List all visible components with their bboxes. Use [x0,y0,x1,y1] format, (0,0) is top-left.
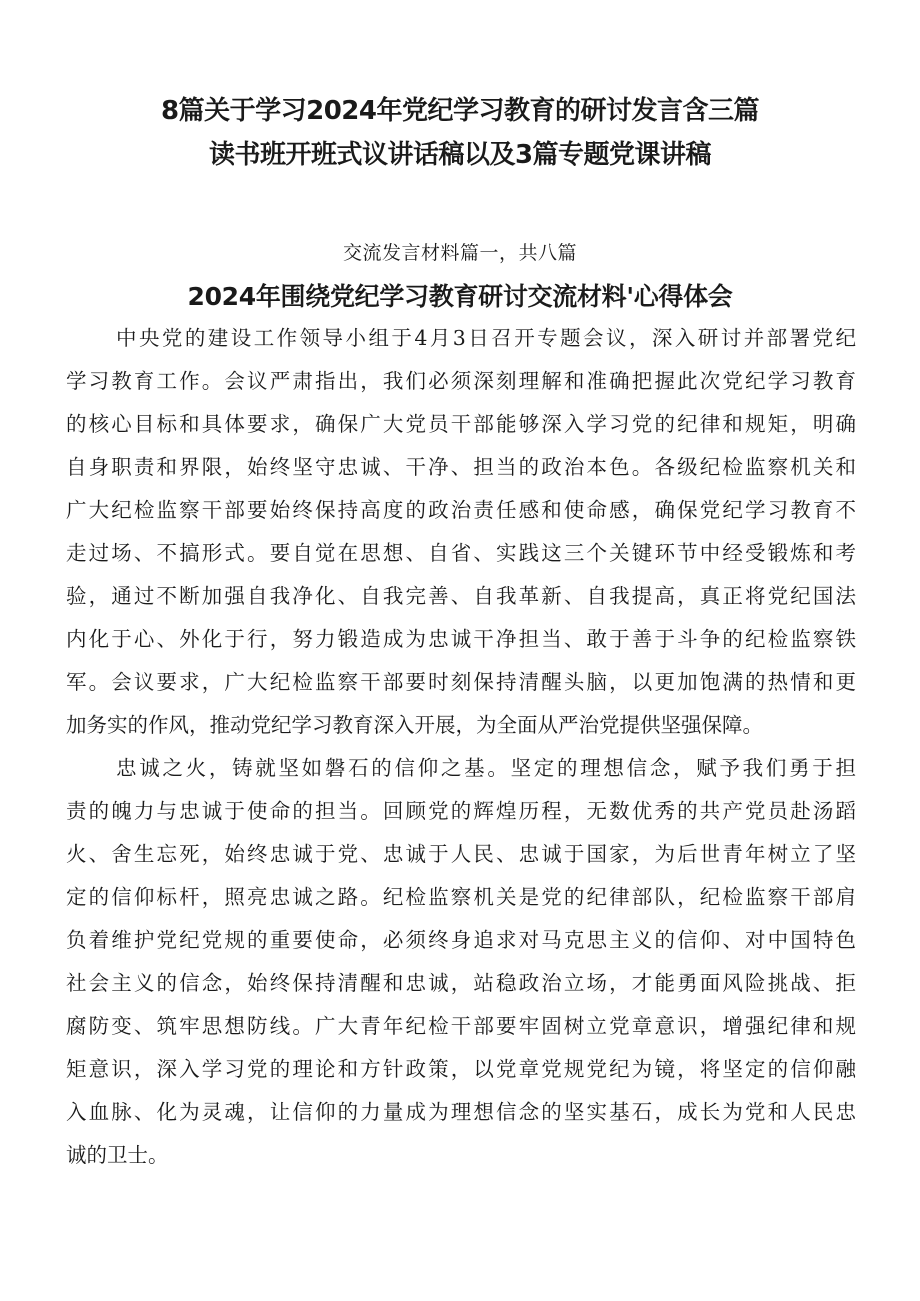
document-title-line-2: 读书班开班式议讲话稿以及3篇专题党课讲稿 [208,140,712,170]
paragraph-1-line: 广大纪检监察干部要始终保持高度的政治责任感和使命感，确保党纪学习教育不 [66,498,856,522]
paragraph-1-line: 军。会议要求，广大纪检监察干部要时刻保持清醒头脑，以更加饱满的热情和更 [66,670,856,694]
paragraph-2-line: 诚的卫士。 [66,1143,169,1167]
paragraph-2-line: 腐防变、筑牢思想防线。广大青年纪检干部要牢固树立党章意识，增强纪律和规 [66,1014,856,1038]
paragraph-2-line: 入血脉、化为灵魂，让信仰的力量成为理想信念的坚实基石，成长为党和人民忠 [66,1100,856,1124]
paragraph-1-line: 的核心目标和具体要求，确保广大党员干部能够深入学习党的纪律和规矩，明确 [66,412,856,436]
article-heading: 2024年围绕党纪学习教育研讨交流材料'心得体会 [187,282,733,311]
paragraph-1-line: 中央党的建设工作领导小组于4月3日召开专题会议，深入研讨并部署党纪 [116,326,856,350]
paragraph-1-line: 验，通过不断加强自我净化、自我完善、自我革新、自我提高，真正将党纪国法 [66,584,856,608]
paragraph-2-line: 社会主义的信念，始终保持清醒和忠诚，站稳政治立场，才能勇面风险挑战、拒 [66,971,856,995]
section-label: 交流发言材料篇一，共八篇 [342,242,577,264]
paragraph-1-line: 学习教育工作。会议严肃指出，我们必须深刻理解和准确把握此次党纪学习教育 [66,369,856,393]
paragraph-2-line: 火、舍生忘死，始终忠诚于党、忠诚于人民、忠诚于国家，为后世青年树立了坚 [66,842,856,866]
paragraph-2-line: 定的信仰标杆，照亮忠诚之路。纪检监察机关是党的纪律部队，纪检监察干部肩 [66,885,856,909]
paragraph-1-line: 自身职责和界限，始终坚守忠诚、干净、担当的政治本色。各级纪检监察机关和 [66,455,856,479]
paragraph-1-line: 内化于心、外化于行，努力锻造成为忠诚干净担当、敢于善于斗争的纪检监察铁 [66,627,856,651]
document-title-line-1: 8篇关于学习2024年党纪学习教育的研讨发言含三篇 [161,96,759,126]
paragraph-2-line: 矩意识，深入学习党的理论和方针政策，以党章党规党纪为镜，将坚定的信仰融 [66,1057,856,1081]
paragraph-2-line: 责的魄力与忠诚于使命的担当。回顾党的辉煌历程，无数优秀的共产党员赴汤蹈 [66,799,856,823]
paragraph-1-line: 加务实的作风，推动党纪学习教育深入开展，为全面从严治党提供坚强保障。 [66,713,763,737]
paragraph-2-line: 负着维护党纪党规的重要使命，必须终身追求对马克思主义的信仰、对中国特色 [66,928,856,952]
paragraph-2-line: 忠诚之火，铸就坚如磐石的信仰之基。坚定的理想信念，赋予我们勇于担 [116,756,856,780]
paragraph-1-line: 走过场、不搞形式。要自觉在思想、自省、实践这三个关键环节中经受锻炼和考 [66,541,856,565]
